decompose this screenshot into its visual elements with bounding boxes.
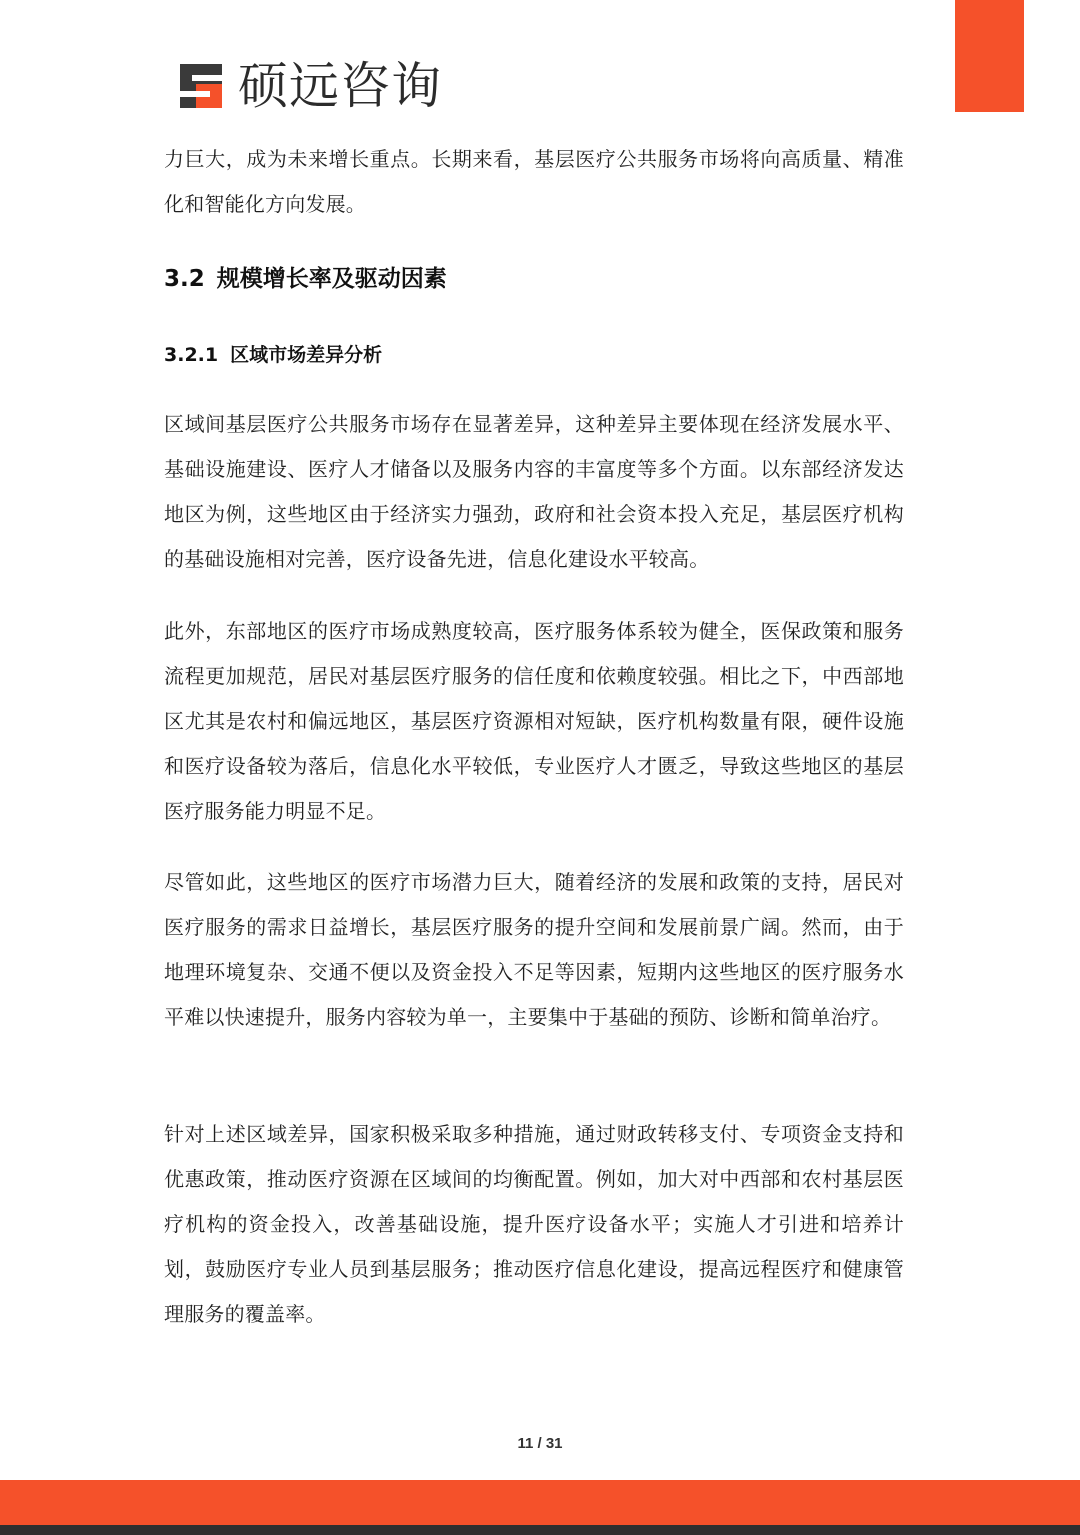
subsection-title: 区域市场差异分析 <box>230 344 383 366</box>
brand-name: 硕远咨询 <box>238 57 442 115</box>
s-logo-icon <box>176 60 228 112</box>
footer-dark-bar <box>0 1525 1080 1535</box>
brand-logo <box>176 58 442 114</box>
body-paragraph: 区域间基层医疗公共服务市场存在显著差异，这种差异主要体现在经济发展水平、基础设施建设、医疗人才储备以及服务内容的丰富度等多个方面。以东部经济发达地区为例，这些地区由于经济实力强劲，政府和社会资本投入充足，基层医疗机构的基础设施相对完善，医疗设备先进，信息化建设水平较高。 <box>164 412 904 571</box>
footer-accent-bar <box>0 1480 1080 1525</box>
body-paragraph: 针对上述区域差异，国家积极采取多种措施，通过财政转移支付、专项资金支持和优惠政策，推动医疗资源在区域间的均衡配置。例如，加大对中西部和农村基层医疗机构的资金投入，改善基础设施，提升医疗设备水平；实施人才引进和培养计划，鼓励医疗专业人员到基层服务；推动医疗信息化建设，提高远程医疗和健康管理服务的覆盖率。 <box>164 1122 904 1326</box>
section-heading <box>164 259 447 299</box>
top-accent-bar <box>955 0 1024 112</box>
section-number: 3.2 <box>164 266 205 292</box>
intro-paragraph: 力巨大，成为未来增长重点。长期来看，基层医疗公共服务市场将向高质量、精准化和智能化方向发展。 <box>164 147 904 216</box>
body-paragraph: 尽管如此，这些地区的医疗市场潜力巨大，随着经济的发展和政策的支持，居民对医疗服务的需求日益增长，基层医疗服务的提升空间和发展前景广阔。然而，由于地理环境复杂、交通不便以及资金投入不足等因素，短期内这些地区的医疗服务水平难以快速提升，服务内容较为单一，主要集中于基础的预防、诊断和简单治疗。 <box>164 870 904 1029</box>
subsection-heading <box>164 337 382 373</box>
body-paragraph: 此外，东部地区的医疗市场成熟度较高，医疗服务体系较为健全，医保政策和服务流程更加规范，居民对基层医疗服务的信任度和依赖度较强。相比之下，中西部地区尤其是农村和偏远地区，基层医疗资源相对短缺，医疗机构数量有限，硬件设施和医疗设备较为落后，信息化水平较低，专业医疗人才匮乏，导致这些地区的基层医疗服务能力明显不足。 <box>164 619 904 823</box>
subsection-number: 3.2.1 <box>164 344 219 366</box>
page-number: 11 / 31 <box>517 1435 563 1452</box>
section-title: 规模增长率及驱动因素 <box>216 266 447 292</box>
